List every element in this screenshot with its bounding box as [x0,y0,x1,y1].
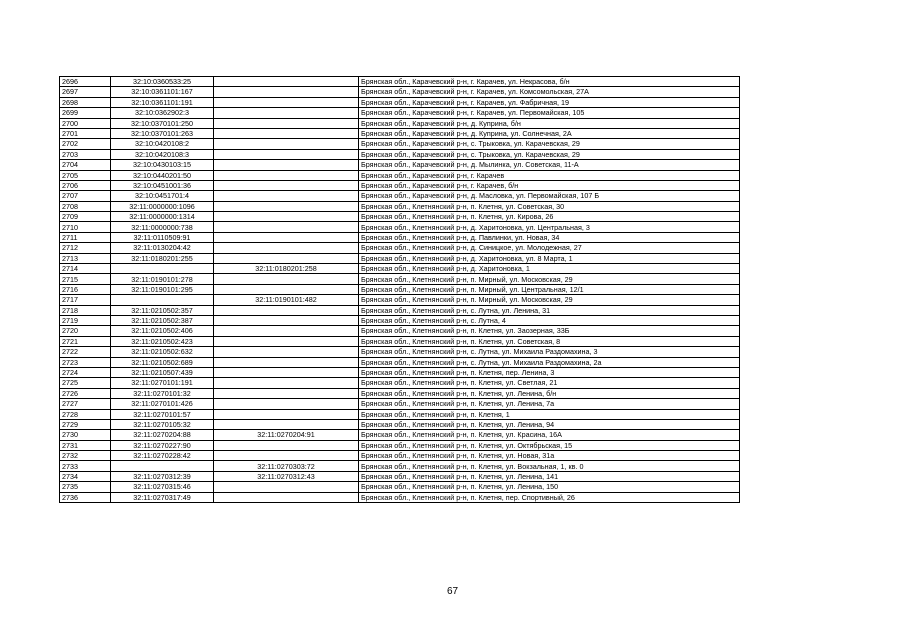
cadastral-number-cell: 32:10:0360533:25 [111,77,214,87]
cadastral-number-cell: 32:11:0130204:42 [111,243,214,253]
cadastral-number-alt-cell [214,253,359,263]
address-cell: Брянская обл., Карачевский р-н, г. Карачев, ул. Комсомольская, 27А [359,87,740,97]
table-row [60,367,740,377]
address-cell: Брянская обл., Карачевский р-н, г. Карачев, б/н [359,180,740,190]
cadastral-number-alt-cell [214,274,359,284]
cadastral-number-cell: 32:10:0451001:36 [111,180,214,190]
address-cell: Брянская обл., Клетнянский р-н, п. Клетня, ул. Ленина, 94 [359,419,740,429]
table-row [60,305,740,315]
row-number-cell: 2697 [60,87,111,97]
row-number-cell: 2726 [60,388,111,398]
row-number-cell: 2718 [60,305,111,315]
cadastral-number-cell: 32:11:0270228:42 [111,451,214,461]
address-cell: Брянская обл., Карачевский р-н, г. Карачев [359,170,740,180]
cadastral-number-alt-cell [214,399,359,409]
address-cell: Брянская обл., Клетнянский р-н, п. Клетня, ул. Октябрьская, 15 [359,440,740,450]
row-number-cell: 2727 [60,399,111,409]
cadastral-number-cell: 32:11:0210502:357 [111,305,214,315]
address-cell: Брянская обл., Карачевский р-н, д. Мылинка, ул. Советская, 11-А [359,160,740,170]
row-number-cell: 2721 [60,336,111,346]
cadastral-number-alt-cell [214,243,359,253]
cadastral-number-alt-cell [214,97,359,107]
table-row [60,191,740,201]
address-cell: Брянская обл., Клетнянский р-н, с. Лутна, ул. Михаила Раздомахина, 2а [359,357,740,367]
table-row [60,471,740,481]
address-cell: Брянская обл., Клетнянский р-н, п. Клетня, 1 [359,409,740,419]
cadastral-number-cell: 32:11:0270101:191 [111,378,214,388]
cadastral-number-alt-cell [214,232,359,242]
cadastral-number-alt-cell [214,201,359,211]
row-number-cell: 2731 [60,440,111,450]
row-number-cell: 2704 [60,160,111,170]
row-number-cell: 2722 [60,347,111,357]
table-row [60,264,740,274]
cadastral-number-cell: 32:10:0361101:191 [111,97,214,107]
address-cell: Брянская обл., Клетнянский р-н, п. Клетня, ул. Кирова, 26 [359,212,740,222]
cadastral-number-cell: 32:11:0110509:91 [111,232,214,242]
row-number-cell: 2736 [60,492,111,502]
cadastral-number-alt-cell [214,492,359,502]
cadastral-number-cell: 32:11:0190101:295 [111,284,214,294]
address-cell: Брянская обл., Клетнянский р-н, д. Синицкое, ул. Молодежная, 27 [359,243,740,253]
table-row [60,170,740,180]
row-number-cell: 2719 [60,315,111,325]
cadastral-number-alt-cell [214,326,359,336]
table-row [60,212,740,222]
table-row [60,409,740,419]
row-number-cell: 2715 [60,274,111,284]
address-cell: Брянская обл., Клетнянский р-н, д. Харитоновка, 1 [359,264,740,274]
cadastral-number-cell: 32:10:0370101:263 [111,128,214,138]
cadastral-number-cell: 32:11:0270101:57 [111,409,214,419]
cadastral-number-cell: 32:10:0420108:3 [111,149,214,159]
row-number-cell: 2705 [60,170,111,180]
address-cell: Брянская обл., Клетнянский р-н, с. Лутна, ул. Михаила Раздомахина, 3 [359,347,740,357]
table-row [60,399,740,409]
cadastral-number-alt-cell: 32:11:0180201:258 [214,264,359,274]
cadastral-number-alt-cell [214,451,359,461]
cadastral-number-alt-cell [214,284,359,294]
address-cell: Брянская обл., Клетнянский р-н, п. Клетня, ул. Советская, 30 [359,201,740,211]
row-number-cell: 2700 [60,118,111,128]
cadastral-number-cell: 32:11:0000000:738 [111,222,214,232]
address-cell: Брянская обл., Карачевский р-н, д. Масловка, ул. Первомайская, 107 Б [359,191,740,201]
property-table [59,76,740,503]
row-number-cell: 2703 [60,149,111,159]
row-number-cell: 2724 [60,367,111,377]
row-number-cell: 2699 [60,108,111,118]
cadastral-number-cell: 32:10:0451701:4 [111,191,214,201]
cadastral-number-cell: 32:11:0270105:32 [111,419,214,429]
address-cell: Брянская обл., Клетнянский р-н, с. Лутна, ул. Ленина, 31 [359,305,740,315]
cadastral-number-alt-cell [214,149,359,159]
cadastral-number-cell: 32:11:0210502:689 [111,357,214,367]
cadastral-number-cell: 32:10:0430103:15 [111,160,214,170]
table-row [60,482,740,492]
cadastral-number-alt-cell: 32:11:0270312:43 [214,471,359,481]
cadastral-number-cell: 32:11:0270317:49 [111,492,214,502]
cadastral-number-alt-cell [214,191,359,201]
cadastral-number-alt-cell [214,212,359,222]
address-cell: Брянская обл., Клетнянский р-н, п. Мирный, ул. Московская, 29 [359,274,740,284]
address-cell: Брянская обл., Клетнянский р-н, п. Клетня, ул. Ленина, 150 [359,482,740,492]
table-row [60,274,740,284]
cadastral-number-cell: 32:11:0210502:406 [111,326,214,336]
table-row [60,378,740,388]
row-number-cell: 2702 [60,139,111,149]
address-cell: Брянская обл., Клетнянский р-н, д. Павлинки, ул. Новая, 34 [359,232,740,242]
address-cell: Брянская обл., Карачевский р-н, г. Карачев, ул. Первомайская, 105 [359,108,740,118]
row-number-cell: 2706 [60,180,111,190]
row-number-cell: 2696 [60,77,111,87]
table-row [60,315,740,325]
table-row [60,97,740,107]
table-row [60,440,740,450]
cadastral-number-cell: 32:11:0000000:1096 [111,201,214,211]
table-row [60,326,740,336]
cadastral-number-cell: 32:11:0270312:39 [111,471,214,481]
cadastral-number-alt-cell [214,77,359,87]
cadastral-number-alt-cell [214,357,359,367]
address-cell: Брянская обл., Клетнянский р-н, п. Клетня, ул. Ленина, 141 [359,471,740,481]
row-number-cell: 2712 [60,243,111,253]
row-number-cell: 2735 [60,482,111,492]
row-number-cell: 2729 [60,419,111,429]
address-cell: Брянская обл., Клетнянский р-н, п. Клетня, ул. Ленина, 7а [359,399,740,409]
table-row [60,492,740,502]
address-cell: Брянская обл., Клетнянский р-н, п. Клетня, ул. Заозерная, 33Б [359,326,740,336]
cadastral-number-cell: 32:11:0190101:278 [111,274,214,284]
address-cell: Брянская обл., Клетнянский р-н, п. Мирный, ул. Московская, 29 [359,295,740,305]
cadastral-number-cell: 32:11:0270315:46 [111,482,214,492]
table-row [60,87,740,97]
address-cell: Брянская обл., Клетнянский р-н, п. Клетня, пер. Спортивный, 26 [359,492,740,502]
row-number-cell: 2733 [60,461,111,471]
table-row [60,347,740,357]
cadastral-number-cell [111,461,214,471]
cadastral-number-cell: 32:11:0210502:423 [111,336,214,346]
cadastral-number-cell: 32:11:0270101:426 [111,399,214,409]
table-row [60,201,740,211]
row-number-cell: 2717 [60,295,111,305]
table-row [60,451,740,461]
address-cell: Брянская обл., Клетнянский р-н, п. Клетня, ул. Вокзальная, 1, кв. 0 [359,461,740,471]
row-number-cell: 2732 [60,451,111,461]
row-number-cell: 2728 [60,409,111,419]
address-cell: Брянская обл., Карачевский р-н, д. Куприна, ул. Солнечная, 2А [359,128,740,138]
cadastral-number-cell: 32:10:0440201:50 [111,170,214,180]
table-row [60,149,740,159]
row-number-cell: 2734 [60,471,111,481]
address-cell: Брянская обл., Клетнянский р-н, п. Клетня, ул. Светлая, 21 [359,378,740,388]
table-row [60,77,740,87]
address-cell: Брянская обл., Карачевский р-н, г. Карачев, ул. Некрасова, б/н [359,77,740,87]
table-row [60,284,740,294]
table-row [60,108,740,118]
row-number-cell: 2701 [60,128,111,138]
row-number-cell: 2723 [60,357,111,367]
table-row [60,232,740,242]
cadastral-number-alt-cell: 32:11:0270204:91 [214,430,359,440]
cadastral-number-alt-cell [214,180,359,190]
cadastral-number-alt-cell [214,87,359,97]
cadastral-number-cell: 32:10:0370101:250 [111,118,214,128]
table-row [60,180,740,190]
cadastral-number-alt-cell [214,336,359,346]
table-row [60,461,740,471]
cadastral-number-alt-cell [214,108,359,118]
table-row [60,139,740,149]
cadastral-number-cell: 32:10:0361101:167 [111,87,214,97]
cadastral-number-cell: 32:11:0270101:32 [111,388,214,398]
cadastral-number-cell: 32:11:0210507:439 [111,367,214,377]
cadastral-number-alt-cell [214,139,359,149]
row-number-cell: 2720 [60,326,111,336]
row-number-cell: 2725 [60,378,111,388]
cadastral-number-cell: 32:11:0210502:632 [111,347,214,357]
cadastral-number-alt-cell [214,440,359,450]
cadastral-number-cell: 32:11:0270227:90 [111,440,214,450]
table-row [60,253,740,263]
table-body [60,77,740,503]
cadastral-number-alt-cell [214,482,359,492]
address-cell: Брянская обл., Клетнянский р-н, д. Харитоновка, ул. 8 Марта, 1 [359,253,740,263]
address-cell: Брянская обл., Клетнянский р-н, п. Клетня, ул. Советская, 8 [359,336,740,346]
cadastral-number-cell: 32:11:0180201:255 [111,253,214,263]
table-row [60,336,740,346]
table-row [60,430,740,440]
row-number-cell: 2714 [60,264,111,274]
row-number-cell: 2730 [60,430,111,440]
cadastral-number-cell: 32:11:0000000:1314 [111,212,214,222]
table-row [60,160,740,170]
row-number-cell: 2709 [60,212,111,222]
page-number: 67 [446,586,459,597]
table-row [60,118,740,128]
cadastral-number-alt-cell: 32:11:0270303:72 [214,461,359,471]
cadastral-number-cell [111,264,214,274]
cadastral-number-alt-cell [214,409,359,419]
row-number-cell: 2711 [60,232,111,242]
address-cell: Брянская обл., Клетнянский р-н, с. Лутна, 4 [359,315,740,325]
address-cell: Брянская обл., Клетнянский р-н, п. Клетня, ул. Ленина, б/н [359,388,740,398]
table-row [60,222,740,232]
cadastral-number-cell: 32:10:0420108:2 [111,139,214,149]
cadastral-number-cell: 32:11:0210502:387 [111,315,214,325]
cadastral-number-alt-cell [214,347,359,357]
address-cell: Брянская обл., Клетнянский р-н, д. Харитоновка, ул. Центральная, 3 [359,222,740,232]
row-number-cell: 2716 [60,284,111,294]
cadastral-number-alt-cell [214,367,359,377]
cadastral-number-alt-cell [214,315,359,325]
row-number-cell: 2713 [60,253,111,263]
address-cell: Брянская обл., Клетнянский р-н, п. Клетня, ул. Красина, 16А [359,430,740,440]
address-cell: Брянская обл., Карачевский р-н, с. Трыковка, ул. Карачевская, 29 [359,139,740,149]
address-cell: Брянская обл., Карачевский р-н, д. Куприна, б/н [359,118,740,128]
cadastral-number-alt-cell [214,222,359,232]
cadastral-number-cell: 32:10:0362902:3 [111,108,214,118]
address-cell: Брянская обл., Клетнянский р-н, п. Клетня, пер. Ленина, 3 [359,367,740,377]
cadastral-number-alt-cell: 32:11:0190101:482 [214,295,359,305]
table-row [60,357,740,367]
table-row [60,295,740,305]
table-row [60,388,740,398]
cadastral-number-cell [111,295,214,305]
table-row [60,243,740,253]
row-number-cell: 2698 [60,97,111,107]
cadastral-number-alt-cell [214,118,359,128]
row-number-cell: 2710 [60,222,111,232]
cadastral-number-cell: 32:11:0270204:88 [111,430,214,440]
address-cell: Брянская обл., Клетнянский р-н, п. Мирный, ул. Центральная, 12/1 [359,284,740,294]
address-cell: Брянская обл., Карачевский р-н, г. Карачев, ул. Фабричная, 19 [359,97,740,107]
cadastral-number-alt-cell [214,170,359,180]
address-cell: Брянская обл., Карачевский р-н, с. Трыковка, ул. Карачевская, 29 [359,149,740,159]
cadastral-number-alt-cell [214,128,359,138]
cadastral-number-alt-cell [214,305,359,315]
table-row [60,419,740,429]
cadastral-number-alt-cell [214,388,359,398]
cadastral-number-alt-cell [214,419,359,429]
table-row [60,128,740,138]
cadastral-number-alt-cell [214,160,359,170]
row-number-cell: 2708 [60,201,111,211]
cadastral-number-alt-cell [214,378,359,388]
row-number-cell: 2707 [60,191,111,201]
address-cell: Брянская обл., Клетнянский р-н, п. Клетня, ул. Новая, 31а [359,451,740,461]
